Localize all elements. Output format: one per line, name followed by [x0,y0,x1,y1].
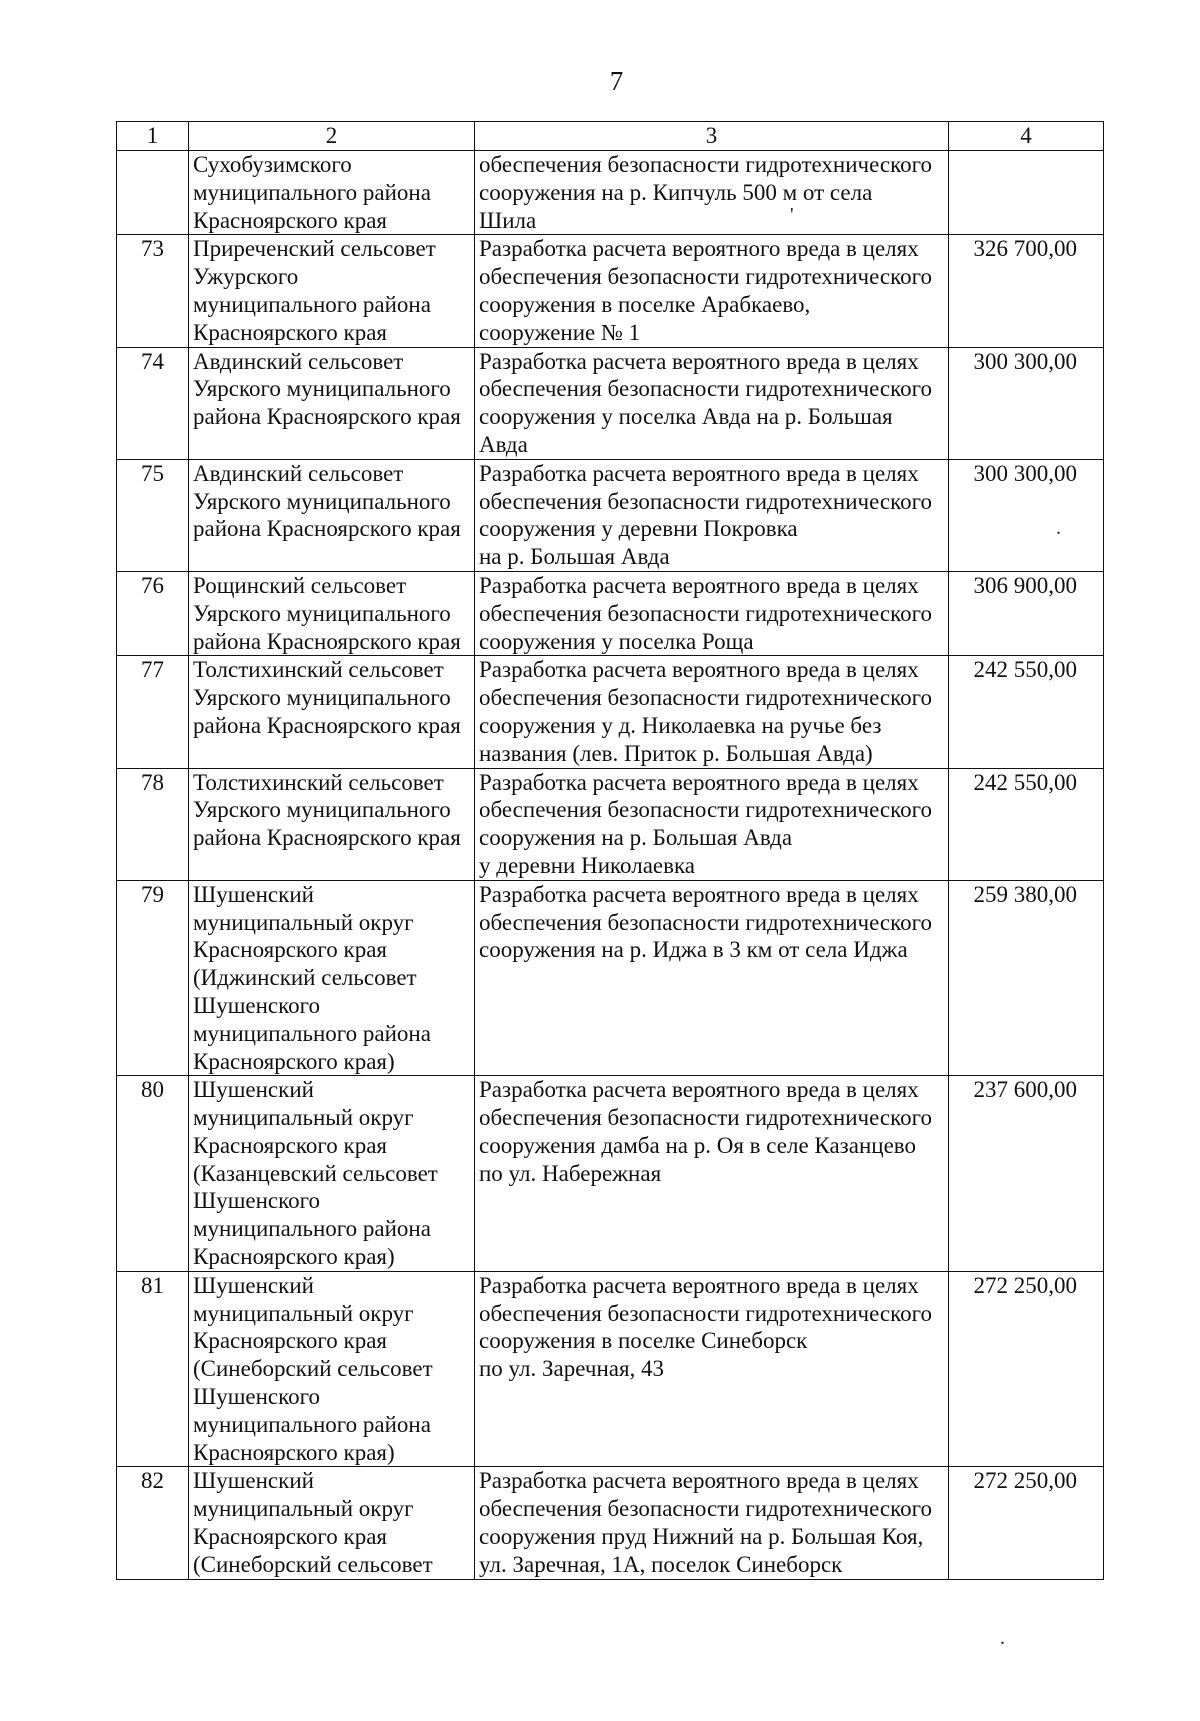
municipality-cell: Шушенский муниципальный округ Красноярского края (Казанцевский сельсовет Шушенского муниципального района Красноярского края) [189,1076,475,1272]
work-description-cell: Разработка расчета вероятного вреда в целях обеспечения безопасности гидротехнического сооружения у д. Николаевка на ручье без названия (лев. Приток р. Большая Авда) [475,656,949,768]
municipality-cell: Авдинский сельсовет Уярского муниципального района Красноярского края [189,347,475,459]
work-description-cell: Разработка расчета вероятного вреда в целях обеспечения безопасности гидротехнического сооружения на р. Иджа в 3 км от села Иджа [475,880,949,1076]
amount-cell: 242 550,00 [949,656,1104,768]
municipality-cell: Шушенский муниципальный округ Красноярского края (Синеборский сельсовет Шушенского муниципального района Красноярского края) [189,1271,475,1467]
amount-cell: 272 250,00 [949,1271,1104,1467]
scan-speck: ' [790,204,794,226]
header-col-4: 4 [949,122,1104,151]
amount-cell: 237 600,00 [949,1076,1104,1272]
funding-table [116,121,1104,1580]
page-number: 7 [609,66,624,96]
work-description-cell: Разработка расчета вероятного вреда в целях обеспечения безопасности гидротехнического сооружения у поселка Роща [475,571,949,655]
municipality-cell: Толстихинский сельсовет Уярского муниципального района Красноярского края [189,656,475,768]
header-col-3: 3 [475,122,949,151]
work-description-cell: Разработка расчета вероятного вреда в целях обеспечения безопасности гидротехнического сооружения у деревни Покровка на р. Большая Авда [475,459,949,571]
header-col-1: 1 [117,122,189,151]
work-description-cell: Разработка расчета вероятного вреда в целях обеспечения безопасности гидротехнического сооружения в поселке Синеборск по ул. Заречная, 43 [475,1271,949,1467]
work-description-cell: Разработка расчета вероятного вреда в целях обеспечения безопасности гидротехнического сооружения в поселке Арабкаево, сооружение № 1 [475,235,949,347]
municipality-cell: Приреченский сельсовет Ужурского муниципального района Красноярского края [189,235,475,347]
amount-cell: 300 300,00 [949,459,1104,571]
scan-speck: . [1000,1627,1005,1649]
row-number: 78 [117,768,189,880]
work-description-cell: Разработка расчета вероятного вреда в целях обеспечения безопасности гидротехнического сооружения на р. Большая Авда у деревни Николаевка [475,768,949,880]
work-description-cell: Разработка расчета вероятного вреда в целях обеспечения безопасности гидротехнического сооружения пруд Нижний на р. Большая Коя, ул. Заречная, 1А, поселок Синеборск [475,1467,949,1579]
amount-cell [949,151,1104,235]
row-number: 80 [117,1076,189,1272]
table-row [117,235,1104,347]
table-row [117,571,1104,655]
municipality-cell: Толстихинский сельсовет Уярского муниципального района Красноярского края [189,768,475,880]
table-row [117,459,1104,571]
amount-cell: 300 300,00 [949,347,1104,459]
municipality-cell: Шушенский муниципальный округ Красноярского края (Иджинский сельсовет Шушенского муниципального района Красноярского края) [189,880,475,1076]
row-number [117,151,189,235]
amount-cell: 272 250,00 [949,1467,1104,1579]
work-description-cell: Разработка расчета вероятного вреда в целях обеспечения безопасности гидротехнического сооружения дамба на р. Оя в селе Казанцево по ул. Набережная [475,1076,949,1272]
municipality-cell: Авдинский сельсовет Уярского муниципального района Красноярского края [189,459,475,571]
row-number: 75 [117,459,189,571]
municipality-cell: Сухобузимского муниципального района Красноярского края [189,151,475,235]
row-number: 82 [117,1467,189,1579]
table-header [117,122,1104,151]
row-number: 73 [117,235,189,347]
table-row [117,151,1104,235]
row-number: 79 [117,880,189,1076]
work-description-cell: Разработка расчета вероятного вреда в целях обеспечения безопасности гидротехнического сооружения у поселка Авда на р. Большая Авда [475,347,949,459]
work-description-cell: обеспечения безопасности гидротехнического сооружения на р. Кипчуль 500 м от села Шила [475,151,949,235]
header-row [117,122,1104,151]
amount-cell: 242 550,00 [949,768,1104,880]
table-row [117,768,1104,880]
row-number: 81 [117,1271,189,1467]
table-body [117,151,1104,1580]
amount-cell: 259 380,00 [949,880,1104,1076]
municipality-cell: Шушенский муниципальный округ Красноярского края (Синеборский сельсовет [189,1467,475,1579]
table-row [117,1467,1104,1579]
amount-cell: 326 700,00 [949,235,1104,347]
row-number: 76 [117,571,189,655]
municipality-cell: Рощинский сельсовет Уярского муниципального района Красноярского края [189,571,475,655]
table-row [117,1271,1104,1467]
table-row [117,656,1104,768]
table-row [117,1076,1104,1272]
table-row [117,347,1104,459]
amount-cell: 306 900,00 [949,571,1104,655]
header-col-2: 2 [189,122,475,151]
table-row [117,880,1104,1076]
row-number: 74 [117,347,189,459]
scan-speck: . [1056,517,1061,539]
row-number: 77 [117,656,189,768]
